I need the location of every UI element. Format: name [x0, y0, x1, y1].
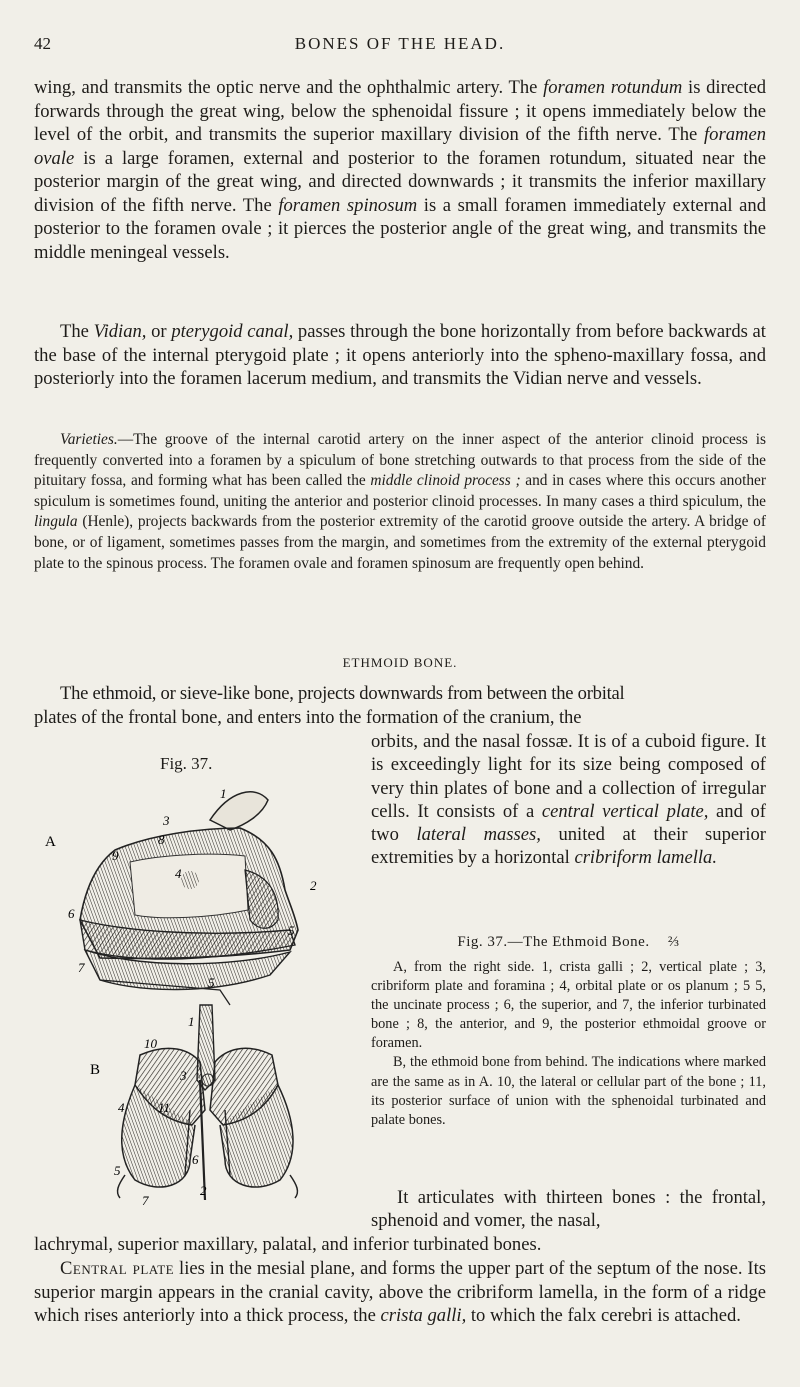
caption-a: A, from the right side. 1, crista galli ; 2, vertical plate ; 3, cribriform plate and foramina ; 4, orbital plate or os planum ; 5 5, the uncinate process ; 6, the superior, and 7, the inferior turbinated bone ; 8, the anterior, and 9, the posterior ethmoidal groove or foramen.	[371, 959, 766, 1052]
articulates-line: lachrymal, superior maxillary, palatal, and inferior turbinated bones.	[34, 1234, 542, 1255]
italic-term: foramen rotundum	[543, 77, 683, 98]
text-run: (Henle), projects backwards from the posterior extremity of the carotid groove outside the artery. A bridge of bone, or of ligament, sometimes passes from the margin, and sometimes from the extremity of the external pterygoid plate to the spinous process. The foramen ovale and foramen spinosum are frequently open behind.	[34, 513, 766, 572]
callout: 5	[208, 975, 215, 990]
paragraph-articulates	[34, 1233, 766, 1257]
text-run: to which the falx cerebri is attached.	[466, 1305, 741, 1326]
callout: 1	[220, 786, 227, 801]
callout: 7	[142, 1193, 149, 1208]
text-run: united at their superior extremities by a horizontal	[371, 824, 766, 869]
text-run: passes through the bone horizontally from before backwards at the base of the internal pterygoid plate ; it opens anteriorly into the spheno-maxillary fossa, and posteriorly into the foramen lacerum medium, and transmits the Vidian nerve and vessels.	[34, 321, 766, 389]
text-run: The	[60, 321, 94, 342]
text-run: lies in the mesial plane, and forms the upper part of the septum of the nose. Its superior margin appears in the cranial cavity, above the cribriform lamella, in the form of a ridge which rises anteriorly into a thick process, the	[34, 1258, 766, 1326]
page-number: 42	[34, 34, 51, 53]
callout: 9	[112, 848, 119, 863]
intro-line-1: The ethmoid, or sieve-like bone, projects downwards from between the orbital	[60, 683, 625, 704]
small-caps-term: Central plate	[60, 1258, 175, 1279]
callout: 10	[144, 1036, 157, 1051]
callout: 4	[175, 866, 182, 881]
callout: 8	[158, 832, 165, 847]
italic-term: Varieties.	[60, 431, 118, 448]
running-title: BONES OF THE HEAD.	[294, 34, 506, 53]
text-run: —The groove of the internal carotid artery on the inner aspect of the anterior clinoid process is frequently converted into a foramen by a spiculum of bone stretching outwards to that process from the side of the pituitary fossa, and forming what has been called the	[34, 431, 766, 490]
text-run: orbits, and the nasal fossæ. It is of a cuboid figure. It is exceedingly light for its size being composed of very thin plates of bone and a collection of irregular cells. It consists of a	[371, 731, 766, 822]
paragraph-varieties	[34, 430, 766, 574]
text-run: is a large foramen, external and posterior to the foramen rotundum, situated near the posterior margin of the great wing, and directed downwards ; it transmits the inferior maxillary division of the fifth nerve. The	[34, 147, 766, 216]
figure-a-label: A	[45, 834, 56, 850]
callout: 3	[163, 813, 170, 828]
callout: 3	[180, 1068, 187, 1083]
text-run: is directed forwards through the great wing, below the sphenoidal fissure ; it opens immediately below the level of the orbit, and transmits the superior maxillary division of the fifth nerve. The	[34, 77, 766, 145]
callout: 5	[114, 1163, 121, 1178]
caption-scale: ⅔	[667, 934, 680, 950]
italic-term: central vertical plate,	[541, 800, 709, 822]
text-run: and of two	[371, 800, 766, 846]
callout: 6	[68, 906, 75, 921]
figure-caption	[371, 958, 766, 1130]
intro-line-2: plates of the frontal bone, and enters into the formation of the cranium, the	[34, 706, 582, 728]
text-run: is a small foramen immediately external and posterior to the foramen ovale ; it pierces the posterior angle of the great wing, and transmits the middle meningeal vessels.	[34, 194, 767, 263]
ethmoid-intro-column	[371, 730, 766, 870]
callout: 4	[118, 1100, 125, 1115]
italic-term: foramen spinosum	[278, 194, 418, 216]
text-run: and in cases where this occurs another spiculum is sometimes found, uniting the anterior and posterior clinoid processes. In many cases a third spiculum, the	[34, 472, 766, 510]
paragraph-ethmoid-intro	[34, 682, 766, 729]
italic-term: middle clinoid process ;	[370, 472, 521, 490]
italic-term: Vidian,	[93, 321, 147, 342]
italic-term: lingula	[34, 513, 78, 531]
caption-title-text: Fig. 37.—The Ethmoid Bone.	[457, 934, 650, 950]
figure-b-label: B	[90, 1062, 101, 1078]
callout: 1	[188, 1014, 195, 1029]
paragraph-foramina	[34, 76, 766, 264]
paragraph-vidian-canal	[34, 320, 766, 391]
articulates-column: It articulates with thirteen bones : the frontal, sphenoid and vomer, the nasal,	[371, 1187, 766, 1232]
callout: 5	[288, 923, 295, 938]
callout: 2	[310, 878, 317, 893]
italic-term: lateral masses,	[416, 824, 541, 846]
italic-term: pterygoid canal,	[171, 321, 294, 342]
callout: 7	[78, 960, 85, 975]
text-run: or	[146, 321, 172, 342]
ethmoid-bone-illustration	[40, 780, 365, 1220]
callout: 6	[192, 1152, 199, 1167]
section-heading: ETHMOID BONE.	[342, 655, 458, 670]
italic-term: crista galli,	[380, 1305, 467, 1326]
callout: 2	[200, 1183, 207, 1198]
figure-label: Fig. 37.	[160, 754, 213, 773]
paragraph-central-plate	[34, 1257, 766, 1328]
italic-term: foramen ovale	[34, 124, 766, 169]
ethmoid-engraving	[40, 780, 365, 1220]
callout: 11	[158, 1100, 171, 1115]
figure-b-drawing	[118, 1005, 298, 1200]
figure-a-drawing	[80, 792, 298, 1005]
caption-b: B, the ethmoid bone from behind. The indications where marked are the same as in A. 10, the lateral or cellular part of the bone ; 11, its posterior surface of union with the sphenoidal turbinated and palate bones.	[371, 1054, 766, 1128]
text-run: wing, and transmits the optic nerve and the ophthalmic artery. The	[34, 77, 544, 98]
figure-caption-title	[371, 934, 766, 951]
running-head	[34, 34, 766, 58]
italic-term: cribriform lamella.	[574, 847, 717, 869]
